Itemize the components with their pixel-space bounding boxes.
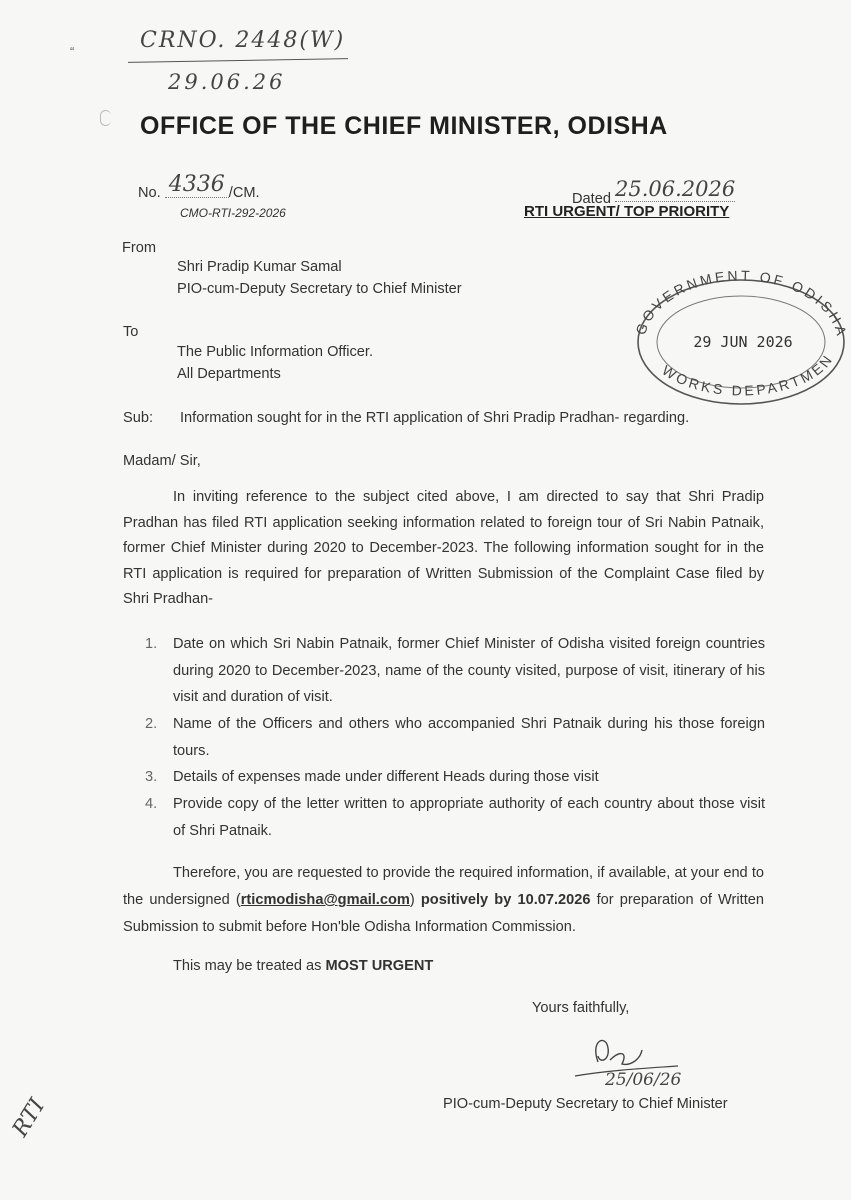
from-name: Shri Pradip Kumar Samal — [177, 259, 342, 275]
body-paragraph-2-text-a: Therefore, you are requested to provide the required information, if available, at your end to the undersigned ( — [123, 865, 764, 908]
svg-text:GOVERNMENT OF ODISHA — [632, 267, 850, 339]
body-paragraph-1 — [123, 485, 764, 613]
to-line-1: The Public Information Officer. — [177, 344, 374, 360]
reference-number: CMO-RTI-292-2026 — [180, 206, 286, 220]
margin-tick: “ — [70, 44, 75, 59]
salutation: Madam/ Sir, — [123, 453, 201, 469]
cr-date-note: 29.06.26 — [168, 70, 286, 94]
letter-number-prefix: No. — [138, 185, 161, 201]
deadline: positively by 10.07.2026 — [420, 892, 591, 908]
body-paragraph-3 — [173, 958, 433, 974]
list-item — [145, 631, 765, 711]
priority-label: RTI URGENT/ TOP PRIORITY — [524, 203, 730, 220]
stamp-date: 29 JUN 2026 — [693, 333, 793, 351]
list-item — [145, 764, 765, 791]
page-title: OFFICE OF THE CHIEF MINISTER, ODISHA — [140, 112, 668, 140]
body-paragraph-2-text-c: for preparation of Written Submission to submit before Hon'ble Odisha Information Commission. — [123, 892, 764, 935]
letter-number-suffix: /CM. — [228, 185, 260, 201]
list-item-text: Name of the Officers and others who accompanied Shri Patnaik during his those foreign tours. — [173, 716, 765, 759]
list-item-number: 2. — [145, 716, 158, 732]
received-stamp — [625, 266, 850, 406]
list-item — [145, 791, 765, 844]
stamp-bottom-text: WORKS DEPARTMEN — [659, 350, 837, 399]
closing-yours: Yours faithfully, — [532, 1000, 630, 1016]
closing-designation: PIO-cum-Deputy Secretary to Chief Minister — [443, 1096, 728, 1112]
urgency-label: MOST URGENT — [325, 958, 434, 974]
cr-underline — [128, 58, 348, 63]
subject-text: Information sought for in the RTI application of Shri Pradip Pradhan- regarding. — [180, 410, 690, 426]
body-paragraph-3-text: This may be treated as — [173, 958, 326, 974]
contact-email: rticmodisha@gmail.com — [240, 892, 410, 908]
stamp-seal — [625, 266, 850, 406]
dated-value: 25.06.2026 — [615, 177, 736, 201]
dated-label: Dated — [572, 191, 611, 207]
cr-number-note: CRNO. 2448(W) — [140, 28, 346, 53]
from-label: From — [122, 240, 157, 256]
list-item — [145, 711, 765, 764]
body-paragraph-2 — [123, 860, 764, 941]
list-item-number: 4. — [145, 796, 158, 812]
margin-mark — [100, 110, 111, 126]
subject-label: Sub: — [123, 410, 154, 426]
list-item-number: 1. — [145, 636, 158, 652]
letter-number — [138, 172, 260, 204]
body-paragraph-1-text: In inviting reference to the subject cited above, I am directed to say that Shri Pradip Pradhan has filed RTI application seeking information related to foreign tour of Sri Nabin Patnaik, former Chief Minister during 2020 to December-2023. The following information sought for in the RTI application is required for preparation of Written Submission of the Complaint Case filed by Shri Pradhan- — [123, 489, 764, 607]
list-item-text: Provide copy of the letter written to appropriate authority of each country about those visit of Shri Patnaik. — [173, 796, 765, 839]
from-designation: PIO-cum-Deputy Secretary to Chief Minister — [177, 281, 462, 297]
signature-date: 25/06/26 — [605, 1070, 682, 1090]
to-line-2: All Departments — [177, 366, 281, 382]
letter-number-value: 4336 — [165, 172, 229, 198]
body-paragraph-2-text-b: ) — [409, 892, 421, 908]
list-item-number: 3. — [145, 769, 158, 785]
list-item-text: Details of expenses made under different Heads during those visit — [173, 769, 599, 785]
list-item-text: Date on which Sri Nabin Patnaik, former Chief Minister of Odisha visited foreign countries during 2020 to December-2023, name of the county visited, purpose of visit, itinerary of his visit and duration of visit. — [173, 636, 765, 705]
stamp-top-text: GOVERNMENT OF ODISHA — [632, 267, 850, 340]
margin-note: RTI — [8, 1094, 51, 1142]
to-label: To — [123, 324, 139, 340]
